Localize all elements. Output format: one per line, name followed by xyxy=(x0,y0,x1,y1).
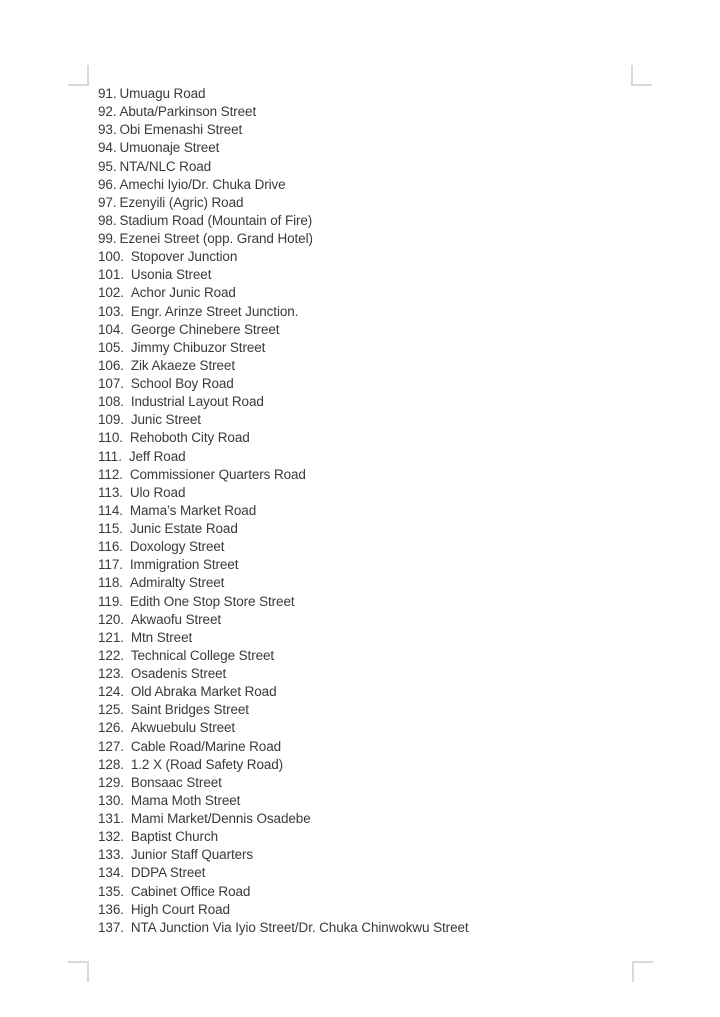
list-item xyxy=(98,357,469,375)
list-item xyxy=(98,846,469,864)
list-item xyxy=(98,738,469,756)
list-item-number: 104. xyxy=(98,321,124,337)
list-item xyxy=(98,665,469,683)
list-item-number: 103. xyxy=(98,303,124,319)
list-item-number: 131. xyxy=(98,811,124,826)
list-item-label: Usonia Street xyxy=(130,267,212,283)
list-item-number: 92. xyxy=(98,104,117,120)
list-item xyxy=(98,194,469,212)
list-item xyxy=(98,647,469,665)
list-item-label: Ezenei Street (opp. Grand Hotel) xyxy=(119,231,313,246)
list-item-number: 115. xyxy=(98,521,123,536)
list-item xyxy=(98,176,469,194)
list-item xyxy=(98,85,469,103)
list-item xyxy=(98,284,469,302)
list-item-number: 123. xyxy=(98,666,124,681)
list-item xyxy=(98,266,469,284)
list-item xyxy=(98,864,469,882)
list-item xyxy=(98,158,469,176)
list-item-number: 130. xyxy=(98,792,124,808)
list-item xyxy=(98,520,469,538)
list-item xyxy=(98,756,469,774)
list-item-number: 96. xyxy=(98,176,117,192)
list-item xyxy=(98,393,469,411)
list-item-number: 126. xyxy=(98,720,124,736)
list-item-label: Ulo Road xyxy=(129,484,186,500)
list-item xyxy=(98,683,469,701)
list-item-number: 111. xyxy=(98,448,122,464)
list-item xyxy=(98,212,469,230)
list-item xyxy=(98,792,469,810)
list-item-label: Stopover Junction xyxy=(130,249,238,265)
list-item-label: Umuagu Road xyxy=(119,86,206,101)
list-item-number: 105. xyxy=(98,339,124,355)
list-item xyxy=(98,466,469,484)
list-item-number: 99. xyxy=(98,231,117,246)
list-item-number: 106. xyxy=(98,357,124,373)
list-item-number: 100. xyxy=(98,249,124,265)
list-item-label: Jeff Road xyxy=(128,448,186,464)
list-item-label: Jimmy Chibuzor Street xyxy=(130,339,266,355)
list-item-number: 137. xyxy=(98,919,124,935)
list-item xyxy=(98,701,469,719)
corner-mark-bottom-left xyxy=(68,961,89,982)
list-item xyxy=(98,901,469,919)
list-item-number: 124. xyxy=(98,684,124,700)
list-item xyxy=(98,230,469,248)
list-item-label: Edith One Stop Store Street xyxy=(129,593,295,609)
list-item-label: Mama’s Market Road xyxy=(129,502,257,518)
list-item xyxy=(98,556,469,574)
list-item-label: Mami Market/Dennis Osadebe xyxy=(130,811,311,826)
list-item-label: Baptist Church xyxy=(130,829,219,845)
list-item-label: Doxology Street xyxy=(129,539,225,555)
list-item xyxy=(98,103,469,121)
list-item-label: Bonsaac Street xyxy=(130,774,222,790)
list-item-number: 101. xyxy=(98,267,124,283)
list-item xyxy=(98,411,469,429)
list-item xyxy=(98,883,469,901)
list-item-label: Junic Street xyxy=(130,412,201,428)
corner-mark-bottom-right xyxy=(632,961,653,982)
list-item-label: Saint Bridges Street xyxy=(130,702,249,718)
list-item-number: 102. xyxy=(98,285,124,301)
list-item-label: Cable Road/Marine Road xyxy=(130,738,282,754)
list-item-number: 110. xyxy=(98,430,123,446)
list-item xyxy=(98,774,469,792)
list-item xyxy=(98,919,469,937)
list-item-number: 94. xyxy=(98,140,117,156)
list-item-number: 128. xyxy=(98,756,124,772)
list-item xyxy=(98,321,469,339)
list-item xyxy=(98,574,469,592)
list-item-number: 97. xyxy=(98,194,117,210)
list-item-label: 1.2 X (Road Safety Road) xyxy=(130,756,284,772)
list-item-label: Old Abraka Market Road xyxy=(130,684,277,700)
list-item-number: 108. xyxy=(98,394,124,410)
list-item-label: Mtn Street xyxy=(130,629,193,645)
list-item-number: 116. xyxy=(98,539,123,555)
list-item-number: 120. xyxy=(98,611,124,627)
list-item-label: Zik Akaeze Street xyxy=(130,357,235,373)
list-item-number: 109. xyxy=(98,412,124,428)
list-item-label: Abuta/Parkinson Street xyxy=(119,104,257,120)
list-item-number: 127. xyxy=(98,738,124,754)
list-item-label: Umuonaje Street xyxy=(119,140,220,156)
list-item xyxy=(98,448,469,466)
list-item-number: 112. xyxy=(98,466,123,482)
list-item-number: 117. xyxy=(98,557,123,573)
list-item-label: Stadium Road (Mountain of Fire) xyxy=(119,212,313,228)
list-item-label: Akwaofu Street xyxy=(130,611,222,627)
list-item-label: Engr. Arinze Street Junction. xyxy=(130,303,299,319)
list-item xyxy=(98,339,469,357)
street-list xyxy=(98,85,469,937)
list-item-number: 121. xyxy=(98,629,124,645)
list-item-label: Industrial Layout Road xyxy=(130,394,264,410)
list-item-label: Commissioner Quarters Road xyxy=(129,466,306,482)
list-item-label: Ezenyili (Agric) Road xyxy=(119,194,244,210)
list-item-label: DDPA Street xyxy=(130,865,206,881)
list-item-label: School Boy Road xyxy=(130,376,234,391)
list-item xyxy=(98,502,469,520)
list-item xyxy=(98,828,469,846)
list-item-number: 135. xyxy=(98,883,124,899)
list-item xyxy=(98,121,469,139)
list-item xyxy=(98,429,469,447)
list-item xyxy=(98,248,469,266)
list-item xyxy=(98,611,469,629)
list-item-label: NTA Junction Via Iyio Street/Dr. Chuka Chinwokwu Street xyxy=(130,919,469,935)
list-item-number: 125. xyxy=(98,702,124,718)
list-item-number: 107. xyxy=(98,376,124,391)
list-item xyxy=(98,139,469,157)
list-item-label: Junior Staff Quarters xyxy=(130,847,254,863)
list-item-label: Admiralty Street xyxy=(129,575,225,591)
list-item-label: Akwuebulu Street xyxy=(130,720,236,736)
list-item-label: Junic Estate Road xyxy=(129,521,238,536)
list-item-number: 133. xyxy=(98,847,124,863)
list-item xyxy=(98,629,469,647)
list-item-number: 129. xyxy=(98,774,124,790)
list-item-label: Cabinet Office Road xyxy=(130,883,251,899)
list-item-number: 93. xyxy=(98,122,117,138)
list-item xyxy=(98,484,469,502)
list-item xyxy=(98,593,469,611)
list-item xyxy=(98,303,469,321)
list-item-label: Rehoboth City Road xyxy=(129,430,250,446)
list-item-number: 134. xyxy=(98,865,124,881)
list-item-label: Mama Moth Street xyxy=(130,792,241,808)
corner-mark-top-left xyxy=(68,65,89,86)
list-item-number: 136. xyxy=(98,901,124,917)
list-item-number: 91. xyxy=(98,86,117,101)
list-item xyxy=(98,538,469,556)
list-item-label: High Court Road xyxy=(130,901,230,917)
list-item xyxy=(98,719,469,737)
list-item-number: 113. xyxy=(98,484,123,500)
list-item-label: George Chinebere Street xyxy=(130,321,280,337)
list-item-label: NTA/NLC Road xyxy=(119,158,212,174)
list-item-label: Obi Emenashi Street xyxy=(119,122,243,138)
list-item-number: 118. xyxy=(98,575,123,591)
list-item-number: 132. xyxy=(98,829,124,845)
list-item-number: 119. xyxy=(98,593,123,609)
list-item-label: Osadenis Street xyxy=(130,666,227,681)
list-item-number: 114. xyxy=(98,502,123,518)
list-item-number: 98. xyxy=(98,212,117,228)
list-item xyxy=(98,375,469,393)
corner-mark-top-right xyxy=(631,65,652,86)
list-item-label: Technical College Street xyxy=(130,647,275,663)
list-item xyxy=(98,810,469,828)
list-item-label: Immigration Street xyxy=(129,557,239,573)
list-item-number: 95. xyxy=(98,158,117,174)
list-item-number: 122. xyxy=(98,647,124,663)
list-item-label: Achor Junic Road xyxy=(130,285,236,301)
list-item-label: Amechi Iyio/Dr. Chuka Drive xyxy=(119,176,286,192)
